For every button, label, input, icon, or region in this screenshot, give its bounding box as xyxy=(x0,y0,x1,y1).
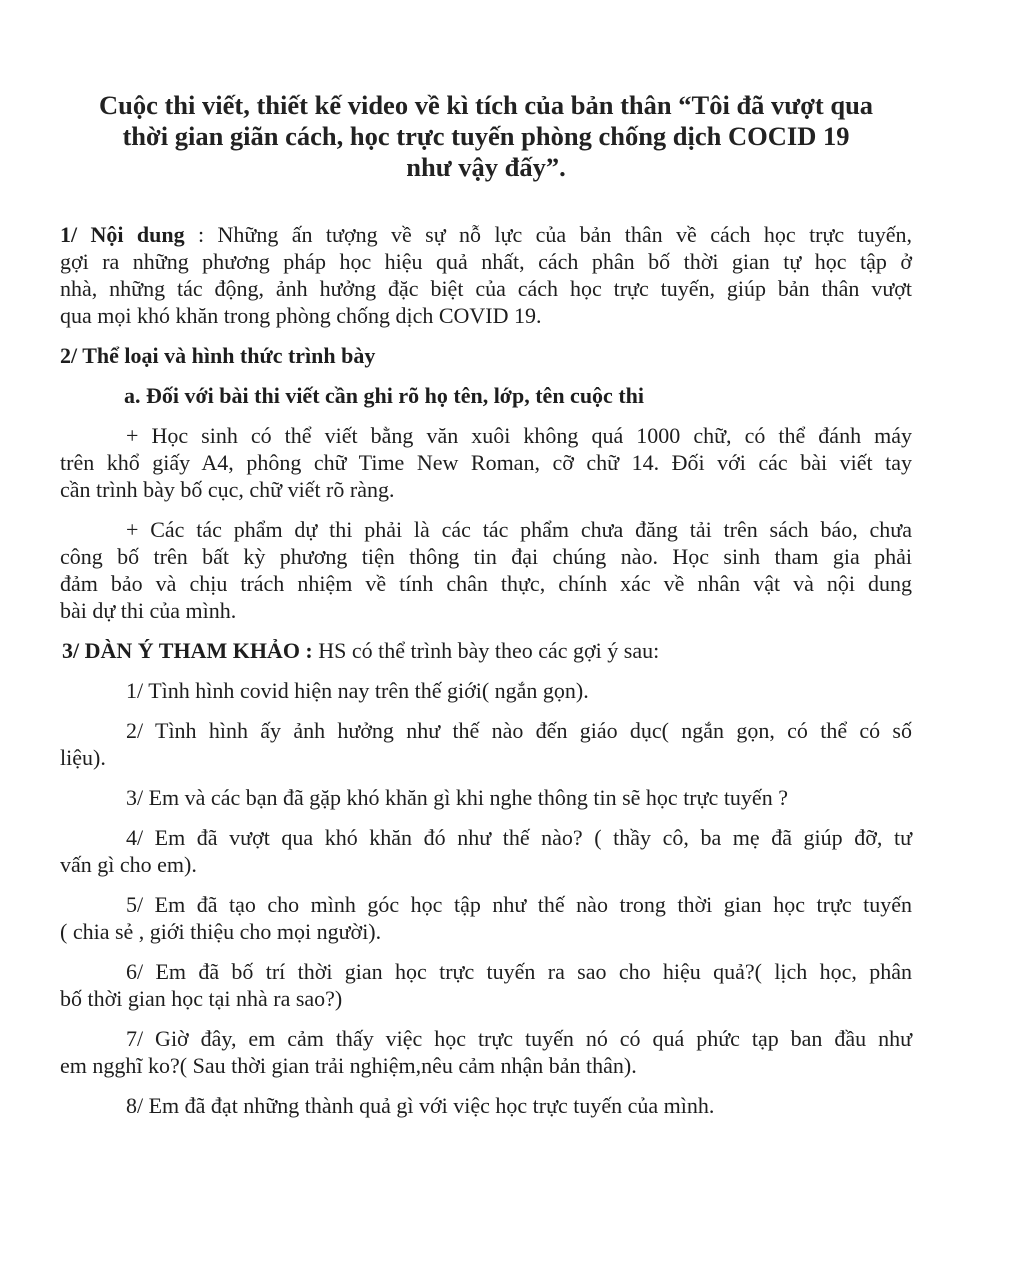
document-title xyxy=(60,90,912,183)
text-line: qua mọi khó khăn trong phòng chống dịch COVID 19. xyxy=(60,303,542,328)
section-outline xyxy=(60,637,912,1119)
text-line: + Học sinh có thể viết bằng văn xuôi không quá 1000 chữ, có thể đánh máy xyxy=(126,423,912,448)
text-line: cần trình bày bố cục, chữ viết rõ ràng. xyxy=(60,477,395,502)
text-line: nhà, những tác động, ảnh hưởng đặc biệt của cách học trực tuyến, giúp bản thân vượt xyxy=(60,276,912,301)
outline-item: 4/ Em đã vượt qua khó khăn đó như thế nào? ( thầy cô, ba mẹ đã giúp đỡ, tư xyxy=(126,825,912,850)
section-heading: 1/ Nội dung xyxy=(60,222,185,247)
outline-item: 7/ Giờ đây, em cảm thấy việc học trực tuyến nó có quá phức tạp ban đầu như xyxy=(126,1026,912,1051)
section-content xyxy=(60,221,912,329)
outline-item: 3/ Em và các bạn đã gặp khó khăn gì khi nghe thông tin sẽ học trực tuyến ? xyxy=(126,785,788,810)
section-format xyxy=(60,342,912,624)
text-line: công bố trên bất kỳ phương tiện thông tin đại chúng nào. Học sinh tham gia phải xyxy=(60,544,912,569)
subheading: a. Đối với bài thi viết cần ghi rõ họ tên, lớp, tên cuộc thi xyxy=(124,383,644,408)
text-line: ( chia sẻ , giới thiệu cho mọi người). xyxy=(60,919,382,944)
title-line: Cuộc thi viết, thiết kế video về kì tích của bản thân “Tôi đã vượt qua xyxy=(98,90,874,120)
text-line: em ngghĩ ko?( Sau thời gian trải nghiệm,nêu cảm nhận bản thân). xyxy=(60,1053,637,1078)
text-line xyxy=(60,637,912,664)
section-heading: 2/ Thể loại và hình thức trình bày xyxy=(60,343,376,368)
outline-item: 2/ Tình hình ấy ảnh hưởng như thế nào đến giáo dục( ngắn gọn, có thể có số xyxy=(126,718,912,743)
outline-item: 5/ Em đã tạo cho mình góc học tập như thế nào trong thời gian học trực tuyến xyxy=(126,892,912,917)
text-line xyxy=(60,221,912,248)
text-line: trên khổ giấy A4, phông chữ Time New Roman, cỡ chữ 14. Đối với các bài viết tay xyxy=(60,450,912,475)
text-line: gợi ra những phương pháp học hiệu quả nhất, cách phân bố thời gian tự học tập ở xyxy=(60,249,912,274)
text-line: bố thời gian học tại nhà ra sao?) xyxy=(60,986,343,1011)
title-line: thời gian giãn cách, học trực tuyến phòng chống dịch COCID 19 xyxy=(122,121,850,151)
outline-item: 6/ Em đã bố trí thời gian học trực tuyến ra sao cho hiệu quả?( lịch học, phân xyxy=(126,959,912,984)
section-heading: 3/ DÀN Ý THAM KHẢO : xyxy=(62,638,313,663)
text-line: + Các tác phẩm dự thi phải là các tác phẩm chưa đăng tải trên sách báo, chưa xyxy=(126,517,912,542)
title-line: như vậy đấy”. xyxy=(406,152,566,182)
text-line: bài dự thi của mình. xyxy=(60,598,237,623)
text-line: đảm bảo và chịu trách nhiệm về tính chân thực, chính xác về nhân vật và nội dung xyxy=(60,571,912,596)
outline-item: 1/ Tình hình covid hiện nay trên thế giới( ngắn gọn). xyxy=(126,678,589,703)
text-span: : Những ấn tượng về sự nỗ lực của bản thân về cách học trực tuyến, xyxy=(184,222,912,247)
text-line: vấn gì cho em). xyxy=(60,852,197,877)
text-span: HS có thể trình bày theo các gợi ý sau: xyxy=(312,638,660,663)
outline-item: 8/ Em đã đạt những thành quả gì với việc học trực tuyến của mình. xyxy=(126,1093,715,1118)
text-line: liệu). xyxy=(60,745,106,770)
